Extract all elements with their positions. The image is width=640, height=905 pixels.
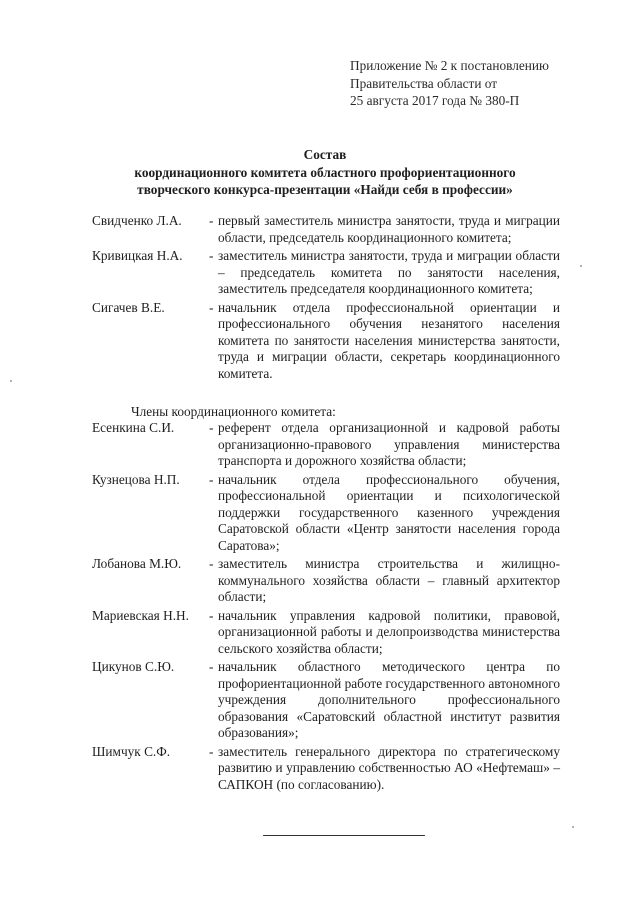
person-name: Цикунов С.Ю. — [92, 659, 175, 674]
person-role: референт отдела организационной и кадровой работы организационно-правового управления министерства транспорта и дорожного хозяйства области; — [218, 420, 560, 468]
person-name: Кривицкая Н.А. — [92, 248, 183, 263]
heading-line-3: творческого конкурса-презентации «Найди себя в профессии» — [137, 182, 513, 197]
closing-rule — [263, 835, 425, 836]
list-item — [92, 213, 560, 246]
person-name: Сигачев В.Е. — [92, 299, 165, 315]
separator-dash: - — [209, 556, 214, 571]
person-name: Шимчук С.Ф. — [92, 743, 171, 759]
person-role: начальник отдела профессиональной ориентации и профессионального обучения незанятого населения комитета по занятости населения министерства занятости, труда и миграции области, секретарь координационного комитета. — [218, 299, 560, 381]
heading-line-1: Состав — [303, 147, 347, 162]
scan-speck — [10, 380, 12, 382]
separator-dash: - — [209, 248, 214, 263]
person-role: заместитель генерального директора по стратегическому развитию и управлению собственностью АО «Нефтемаш» – САПКОН (по согласованию). — [218, 743, 560, 792]
person-role: заместитель министра занятости, труда и миграции области – председатель комитета по занятости населения, заместитель председателя координационного комитета; — [218, 248, 560, 296]
separator-dash: - — [209, 659, 214, 674]
person-name: Свидченко Л.А. — [92, 213, 182, 228]
person-role: начальник управления кадровой политики, правовой, организационной работы и делопроизводства министерства сельского хозяйства области; — [218, 607, 560, 656]
person-role: заместитель министра строительства и жилищно-коммунального хозяйства области – главный архитектор области; — [218, 556, 560, 604]
list-item — [92, 472, 560, 555]
list-item — [92, 556, 560, 606]
heading-line-2: координационного комитета областного профориентационного — [134, 164, 516, 180]
appendix-line-3: 25 августа 2017 года № 380-П — [350, 93, 520, 108]
separator-dash: - — [209, 420, 214, 435]
person-name: Лобанова М.Ю. — [92, 556, 182, 571]
separator-dash: - — [209, 213, 214, 228]
person-name: Мариевская Н.Н. — [92, 607, 189, 623]
list-item — [92, 420, 560, 470]
separator-dash: - — [209, 299, 214, 315]
person-name: Есенкина С.И. — [92, 420, 175, 435]
list-item — [92, 744, 560, 794]
separator-dash: - — [209, 607, 214, 623]
appendix-line-2: Правительства области от — [350, 75, 498, 91]
list-item — [92, 300, 560, 383]
scan-speck — [580, 265, 582, 267]
person-role: начальник областного методического центра по профориентационной работе государственного автономного учреждения дополнительного профессионального образования «Саратовский областной институт развития образования»; — [218, 659, 560, 740]
leadership-list — [92, 213, 560, 382]
members-list — [92, 420, 560, 793]
list-item — [92, 248, 560, 298]
document-heading — [90, 146, 560, 199]
person-role: начальник отдела профессионального обучения, профессиональной ориентации и психологической поддержки государственного казенного учреждения Саратовской области «Центр занятости населения города Саратова»; — [218, 471, 560, 553]
scan-speck — [572, 826, 574, 828]
person-name: Кузнецова Н.П. — [92, 471, 180, 487]
person-role: первый заместитель министра занятости, труда и миграции области, председатель координационного комитета; — [218, 213, 560, 245]
list-item — [92, 608, 560, 658]
list-item — [92, 659, 560, 742]
appendix-line-1: Приложение № 2 к постановлению — [350, 58, 549, 73]
appendix-reference — [350, 57, 549, 110]
members-heading: Члены координационного комитета: — [131, 404, 336, 419]
separator-dash: - — [209, 743, 214, 759]
separator-dash: - — [209, 471, 214, 487]
